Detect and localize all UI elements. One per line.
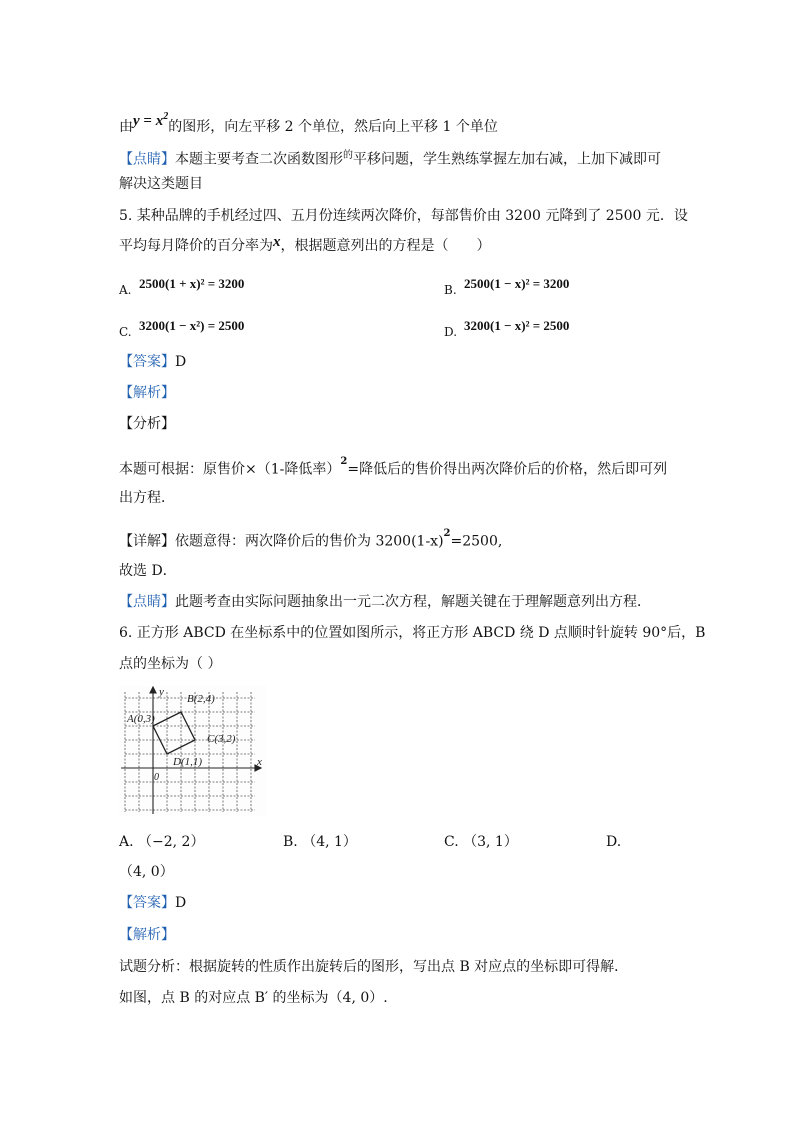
q5-comment-tag: 【点睛】 [119, 594, 175, 610]
q5-comment-text: 此题考查由实际问题抽象出一元二次方程，解题关键在于理解题意列出方程． [175, 594, 651, 610]
q5-comment-line [119, 592, 651, 612]
q5-detail-sup: 2 [443, 528, 451, 539]
q6-stem-line-2: 点的坐标为（ ） [119, 656, 222, 672]
q5-option-d-expr: 3200(1 − x)² = 2500 [464, 318, 570, 333]
q6-stem-line-1: 6. 正方形 ABCD 在坐标系中的位置如图所示，将正方形 ABCD 绕 D 点顺时针旋转 90°后，B [119, 625, 706, 641]
formula-y-equals-x-squared: $y = x^2$ [133, 111, 169, 129]
q6-answer [119, 893, 186, 913]
q6-option-d [606, 832, 621, 852]
q5-answer-value: D [175, 354, 187, 370]
q5-option-a [119, 274, 244, 300]
label-y-axis: y [159, 686, 164, 698]
q5-stem-2b: ，根据题意列出的方程是（ ） [280, 238, 491, 254]
label-origin: 0 [154, 772, 159, 783]
q6-option-b [283, 832, 357, 852]
q6-option-a [119, 832, 204, 852]
q6-answer-value: D [175, 895, 187, 911]
q6-coordinate-figure [119, 686, 267, 816]
q5-fenxi-1a: 本题可根据：原售价×（1-降低率） [119, 461, 341, 478]
q5-stem-2a: 平均每月降价的百分率为 [119, 238, 273, 254]
intro-line [119, 113, 498, 137]
q4-comment-sup: 的 [343, 150, 353, 161]
q5-option-d-label: D. [444, 325, 458, 339]
intro-prefix: 由 [119, 119, 133, 135]
q6-option-c [444, 832, 518, 852]
q5-fenxi-line-2: 出方程． [119, 490, 175, 506]
q5-detail-line-2: 故选 D． [119, 563, 177, 579]
q5-fenxi-line-1 [119, 456, 667, 480]
q6-analysis-line-1: 试题分析：根据旋转的性质作出旋转后的图形，写出点 B 对应点的坐标即可得解． [119, 959, 629, 975]
q4-comment-text-2: 平移问题，学生熟练掌握左加右减，上加下减即可 [353, 151, 661, 168]
q6-option-c-label: C. [444, 834, 459, 850]
q6-option-a-label: A. [119, 834, 134, 850]
q5-option-b [444, 274, 569, 300]
q6-option-a-value: （−2, 2） [138, 834, 205, 850]
label-c: C(3,2) [207, 733, 236, 745]
label-b: B(2,4) [187, 693, 215, 705]
q5-option-c [119, 316, 244, 342]
q5-detail-tag: 【详解】 [119, 533, 175, 550]
q5-detail-line-1 [119, 528, 502, 552]
q4-comment-line-2: 解决这类题目 [119, 176, 203, 192]
q4-comment-line-1 [119, 146, 661, 170]
q6-answer-tag: 【答案】 [119, 895, 175, 911]
q6-option-b-value: （4, 1） [302, 834, 357, 850]
q5-option-a-expr: 2500(1 + x)² = 3200 [139, 276, 245, 291]
q5-answer [119, 352, 186, 372]
label-x-axis: x [257, 756, 262, 768]
q5-fenxi-sup: 2 [340, 456, 348, 467]
q5-fenxi-tag: 【分析】 [119, 416, 175, 432]
label-d: D(1,1) [173, 756, 203, 768]
q5-variable-x: x [273, 234, 281, 250]
q5-fenxi-1b: =降低后的售价得出两次降价后的价格，然后即可列 [347, 461, 668, 478]
q6-analysis-line-2: 如图，点 B 的对应点 B′ 的坐标为（4, 0）. [119, 990, 388, 1006]
q5-detail-1a: 依题意得：两次降价后的售价为 3200(1-x) [175, 533, 444, 550]
q5-answer-tag: 【答案】 [119, 354, 175, 370]
q6-analysis-tag: 【解析】 [119, 927, 175, 943]
q5-detail-1b: =2500, [450, 533, 503, 550]
q5-option-a-label: A. [119, 283, 132, 297]
q4-comment-text-1: 本题主要考查二次函数图形 [175, 151, 343, 168]
q5-option-d [444, 316, 569, 342]
q5-analysis-tag: 【解析】 [119, 385, 175, 401]
q5-option-c-label: C. [119, 325, 132, 339]
intro-text: 的图形，向左平移 2 个单位，然后向上平移 1 个单位 [168, 119, 498, 135]
q6-option-d-label: D. [606, 834, 622, 850]
q5-option-b-label: B. [444, 283, 457, 297]
q5-option-c-expr: 3200(1 − x²) = 2500 [139, 318, 245, 333]
q5-stem-line-1: 5. 某种品牌的手机经过四、五月份连续两次降价，每部售价由 3200 元降到了 2500 元．设 [119, 208, 688, 224]
q4-comment-tag: 【点睛】 [119, 151, 175, 168]
q6-option-c-value: （3, 1） [463, 834, 518, 850]
q6-option-d-value: （4, 0） [119, 864, 174, 880]
q5-option-b-expr: 2500(1 − x)² = 3200 [464, 276, 570, 291]
q6-option-b-label: B. [283, 834, 298, 850]
label-a: A(0,3) [127, 713, 155, 725]
q5-stem-line-2 [119, 236, 491, 256]
